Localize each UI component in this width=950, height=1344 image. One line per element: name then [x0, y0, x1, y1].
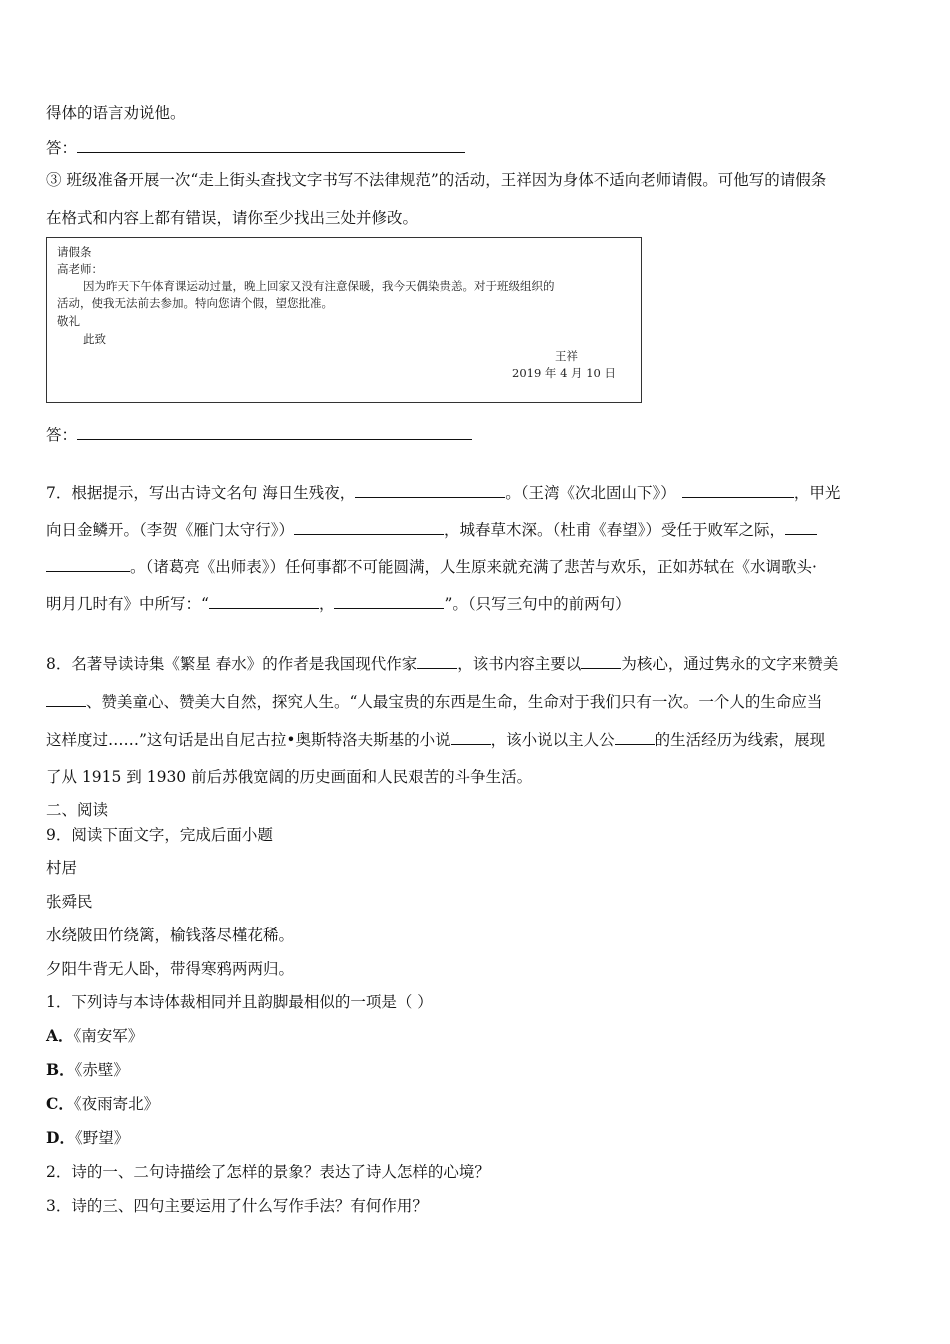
answer-blank[interactable]	[77, 138, 465, 153]
note-signature: 王祥	[555, 349, 578, 363]
q8-text: 、赞美童心、赞美大自然，探究人生。“人最宝贵的东西是生命，生命对于我们只有一次。一个人的生命应当	[86, 693, 823, 711]
note-body-1: 因为昨天下午体育课运动过量，晚上回家又没有注意保暖，我今天偶染贵恙。对于班级组织的	[83, 279, 555, 293]
q8-line-3	[46, 730, 825, 750]
q8-text: 这样度过……”这句话是出自尼古拉•奥斯特洛夫斯基的小说	[46, 731, 451, 749]
note-body-2: 活动，使我无法前去参加。特向您请个假，望您批准。	[57, 296, 333, 310]
q7-text: 。（诸葛亮《出师表》）任何事都不可能圆满，人生原来就充满了悲苦与欢乐，正如苏轼在《水调歌头·	[130, 558, 817, 576]
q7-text: 7．根据提示，写出古诗文名句 海日生残夜，	[46, 484, 356, 502]
fill-blank[interactable]	[785, 520, 817, 535]
q7-text: ，城春草木深。（杜甫《春望》）受任于败军之际，	[444, 521, 786, 539]
q8-text: 为核心，通过隽永的文字来赞美	[621, 655, 839, 673]
poem-author: 张舜民	[46, 893, 93, 911]
option-label: B．	[46, 1060, 75, 1079]
answer-label: 答：	[46, 139, 78, 157]
q7-text: ，甲光	[793, 484, 841, 502]
section-heading: 二、阅读	[46, 801, 109, 819]
q8-text: 的生活经历为线索，展现	[654, 731, 826, 749]
fill-blank[interactable]	[46, 692, 86, 707]
poem-line-1: 水绕陂田竹绕篱，榆钱落尽槿花稀。	[46, 926, 295, 944]
q7-line-4	[46, 594, 631, 614]
fill-blank[interactable]	[355, 483, 505, 498]
fill-blank[interactable]	[682, 483, 794, 498]
fill-blank[interactable]	[451, 730, 491, 745]
answer-label: 答：	[46, 426, 78, 444]
q7-line-2	[46, 520, 817, 540]
option-label: A．	[46, 1026, 74, 1045]
q8-text: ，该小说以主人公	[490, 731, 615, 749]
fill-blank[interactable]	[46, 557, 130, 572]
option-text: 《南安军》	[73, 1027, 144, 1045]
q7-text: 。（王湾《次北固山下》）	[505, 484, 676, 502]
q7-line-3	[46, 557, 817, 577]
fill-blank[interactable]	[615, 730, 655, 745]
note-date: 2019 年 4 月 10 日	[512, 366, 616, 380]
poem-title: 村居	[46, 859, 78, 877]
option-a[interactable]	[46, 1026, 143, 1046]
q7-line-1	[46, 483, 840, 503]
q6-line: 得体的语言劝说他。	[46, 104, 186, 122]
note-closing-2: 此致	[83, 332, 106, 346]
option-label: D．	[46, 1128, 75, 1147]
poem-line-2: 夕阳牛背无人卧，带得寒鸦两两归。	[46, 960, 295, 978]
fill-blank[interactable]	[294, 520, 444, 535]
leave-note-box	[46, 237, 642, 403]
note-greeting: 高老师：	[57, 262, 103, 276]
option-text: 《夜雨寄北》	[73, 1095, 160, 1113]
q9-intro: 9．阅读下面文字，完成后面小题	[46, 826, 273, 844]
q7-text: ，	[318, 595, 335, 613]
option-b[interactable]	[46, 1060, 129, 1080]
sub-question-2: 2．诗的一、二句诗描绘了怎样的景象？表达了诗人怎样的心境？	[46, 1163, 490, 1181]
answer-line-1	[46, 138, 465, 158]
q7-text: 明月几时有》中所写：“	[46, 595, 209, 613]
option-d[interactable]	[46, 1128, 129, 1148]
q8-text: ，该书内容主要以	[457, 655, 582, 673]
q8-line-2	[46, 692, 822, 712]
fill-blank[interactable]	[334, 594, 444, 609]
answer-blank[interactable]	[77, 425, 472, 440]
fill-blank[interactable]	[581, 654, 621, 669]
option-c[interactable]	[46, 1094, 159, 1114]
q7-text: 向日金鳞开。（李贺《雁门太守行》）	[46, 521, 295, 539]
sub-question-3: 3．诗的三、四句主要运用了什么写作手法？有何作用？	[46, 1197, 428, 1215]
option-label: C．	[46, 1094, 74, 1113]
sub-question-1: 1．下列诗与本诗体裁相同并且韵脚最相似的一项是（ ）	[46, 993, 433, 1011]
note-title: 请假条	[57, 245, 92, 259]
q8-line-1	[46, 654, 838, 674]
note-closing-1: 敬礼	[57, 314, 80, 328]
q8-line-4: 了从 1915 到 1930 前后苏俄宽阔的历史画面和人民艰苦的斗争生活。	[46, 768, 533, 786]
q8-text: 8．名著导读诗集《繁星 春水》的作者是我国现代作家	[46, 655, 418, 673]
answer-line-2	[46, 425, 472, 445]
q7-text: ”。（只写三句中的前两句）	[444, 595, 631, 613]
fill-blank[interactable]	[209, 594, 319, 609]
option-text: 《野望》	[74, 1129, 130, 1147]
item3-line-1: ③ 班级准备开展一次“走上街头查找文字书写不法律规范”的活动，王祥因为身体不适向老师请假。可他写的请假条	[46, 171, 827, 189]
fill-blank[interactable]	[417, 654, 457, 669]
option-text: 《赤壁》	[74, 1061, 129, 1079]
item3-line-2: 在格式和内容上都有错误，请你至少找出三处并修改。	[46, 209, 419, 227]
